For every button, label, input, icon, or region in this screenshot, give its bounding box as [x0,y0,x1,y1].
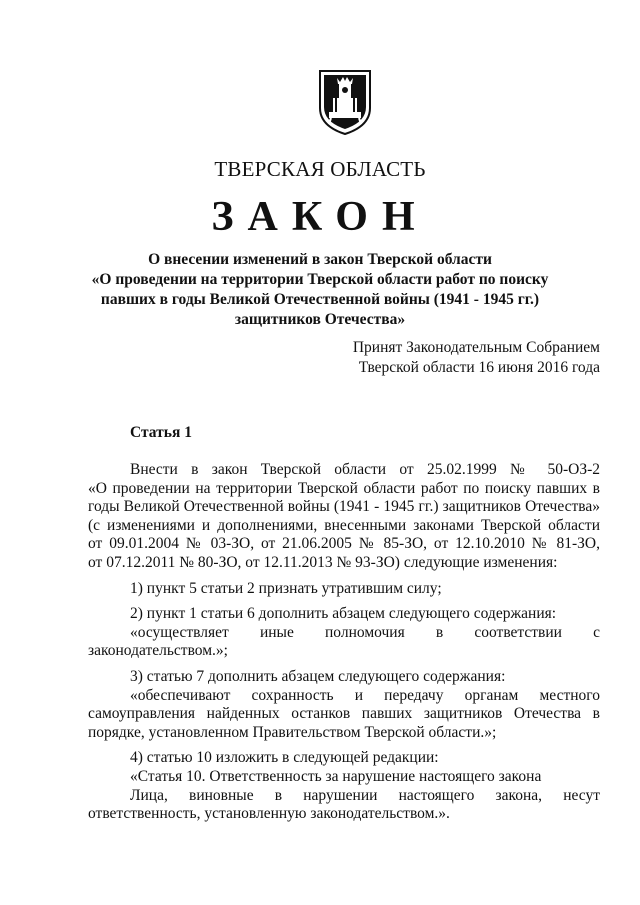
coat-of-arms-tver-icon [317,68,373,136]
intro-line: от 09.01.2004 № 03-ЗО, от 21.06.2005 № 85-ЗО, от 12.10.2010 № 81-ЗО, [88,535,600,553]
article-title: Статья 1 [130,424,192,441]
intro-line: «О проведении на территории Тверской области работ по поиску павших в [88,479,600,497]
item-4-quote-text: ответственность, установленную законодательством.». [88,805,450,823]
subject-line: защитников Отечества» [234,311,406,328]
subject-line: О внесении изменений в закон Тверской области [148,251,492,268]
item-2-text: «осуществляет иные полномочия в соответствии с [130,623,600,641]
item-3-head: 3) статью 7 дополнить абзацем следующего содержания: [130,667,506,685]
intro-line: от 07.12.2011 № 80-ЗО, от 12.11.2013 № 93-ЗО) следующие изменения: [88,553,558,571]
intro-line: годы Великой Отечественной войны (1941 - 1945 гг.) защитников Отечества» [88,498,600,516]
item-2-head: 2) пункт 1 статьи 6 дополнить абзацем следующего содержания: [130,605,557,623]
item-4-head: 4) статью 10 изложить в следующей редакции: [130,749,439,767]
region-name: ТВЕРСКАЯ ОБЛАСТЬ [214,157,426,181]
item-1: 1) пункт 5 статьи 2 признать утратившим силу; [130,579,442,597]
article-body [88,461,600,824]
item-3-text: самоуправления найденных останков павших защитников Отечества в [88,705,600,723]
subject-line: павших в годы Великой Отечественной войны (1941 - 1945 гг.) [100,291,540,308]
intro-line: (с изменениями и дополнениями, внесенными законами Тверской области [88,516,600,534]
item-3-text: порядке, установленном Правительством Тверской области.»; [88,723,497,741]
law-subject [80,250,560,330]
adoption-note [353,338,600,378]
item-3-text: «обеспечивают сохранность и передачу органам местного [130,686,600,704]
law-title: ЗАКОН [211,194,429,240]
intro-line: Внести в закон Тверской области от 25.02.1999 № 50-ОЗ-2 [130,461,600,478]
item-4-quote-title: «Статья 10. Ответственность за нарушение настоящего закона [130,767,542,785]
item-4-quote-text: Лица, виновные в нарушении настоящего закона, несут [130,786,600,804]
adoption-line: Тверской области 16 июня 2016 года [358,359,600,376]
item-2-text: законодательством.»; [88,642,228,660]
adoption-line: Принят Законодательным Собранием [352,339,600,356]
subject-line: «О проведении на территории Тверской области работ по поиску [91,271,549,288]
